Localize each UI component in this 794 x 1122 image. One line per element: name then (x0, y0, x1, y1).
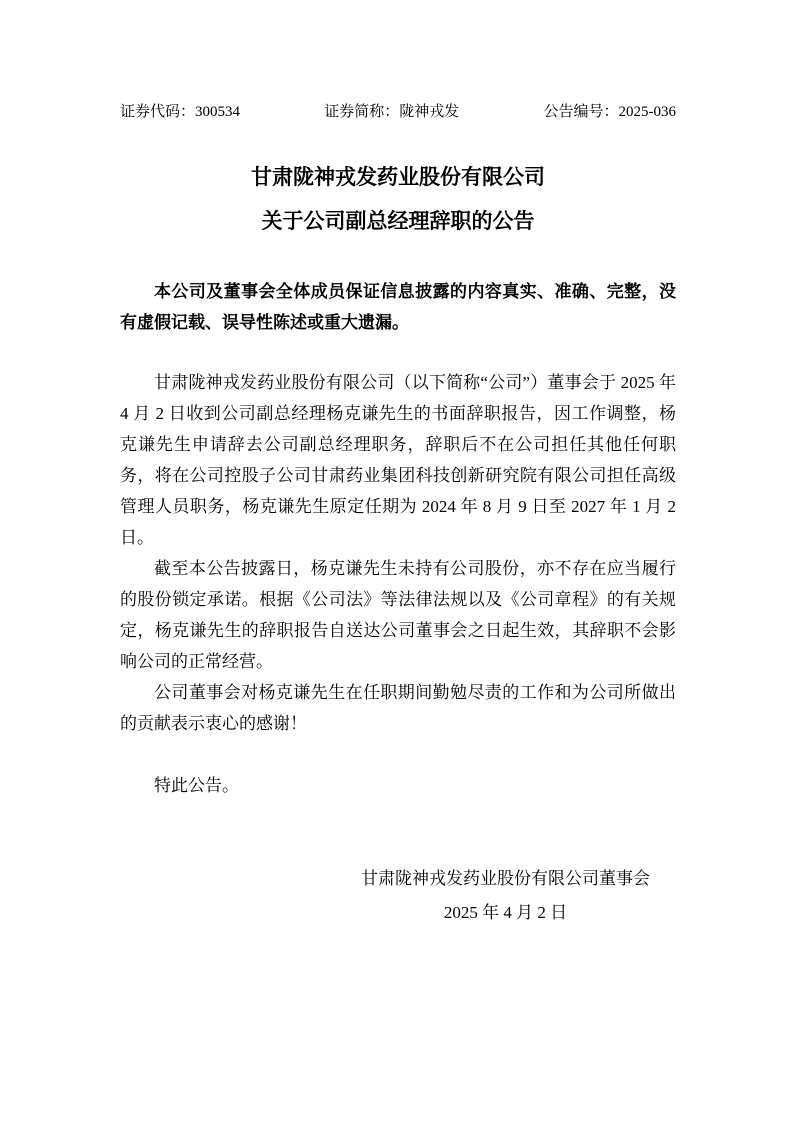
announcement-title: 关于公司副总经理辞职的公告 (261, 209, 535, 233)
stock-short-name-label: 证券简称：陇神戎发 (324, 104, 460, 120)
signature-block (120, 863, 676, 928)
securities-header-row (120, 102, 676, 122)
body-paragraph-gratitude: 公司董事会对杨克谦先生在任职期间勤勉尽责的工作和为公司所做出的贡献表示衷心的感谢！ (120, 683, 676, 733)
date-line: 2025 年 4 月 2 日 (443, 903, 568, 922)
signature-inner (361, 863, 650, 928)
announcement-body (120, 367, 676, 739)
disclaimer-paragraph: 本公司及董事会全体成员保证信息披露的内容真实、准确、完整，没有虚假记载、误导性陈述或重大遗漏。 (120, 282, 676, 332)
announcement-number-label: 公告编号：2025-036 (543, 104, 676, 120)
body-paragraph-shareholding: 截至本公告披露日，杨克谦先生未持有公司股份，亦不存在应当履行的股份锁定承诺。根据《公司法》等法律法规以及《公司章程》的有关规定，杨克谦先生的辞职报告自送达公司董事会之日起生效，其辞职不会影响公司的正常经营。 (120, 559, 676, 671)
closing-line: 特此公告。 (154, 776, 239, 795)
company-name-title: 甘肃陇神戎发药业股份有限公司 (251, 165, 545, 189)
body-paragraph-resignation: 甘肃陇神戎发药业股份有限公司（以下简称“公司”）董事会于 2025 年 4 月 2 日收到公司副总经理杨克谦先生的书面辞职报告，因工作调整，杨克谦先生申请辞去公司副总经理职务，辞职后不在公司担任其他任何职务，将在公司控股子公司甘肃药业集团科技创新研究院有限公司担任高级管理人员职务，杨克谦先生原定任期为 2024 年 8 月 9 日至 2027 年 1 月 2 日。 (120, 373, 676, 547)
signature-line: 甘肃陇神戎发药业股份有限公司董事会 (361, 869, 650, 888)
stock-code-label: 证券代码：300534 (120, 104, 241, 120)
